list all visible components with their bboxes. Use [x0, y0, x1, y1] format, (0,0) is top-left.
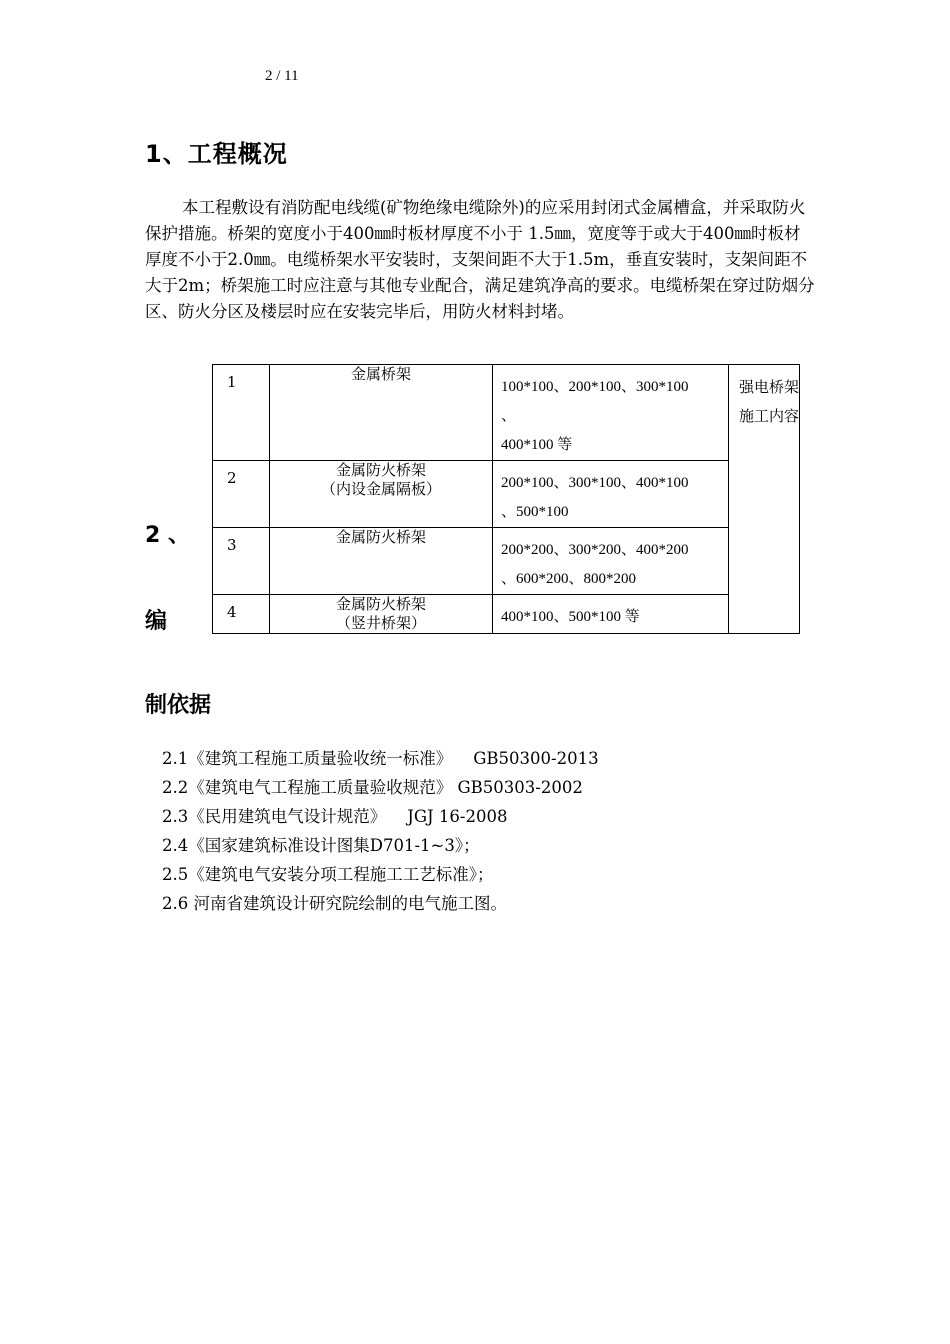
- section-1-title: 1、工程概况: [145, 140, 288, 168]
- section-2-title-part1: 2 、: [145, 523, 190, 548]
- tray-spec-line1: 200*100、300*100、400*100: [501, 475, 689, 491]
- table-note-line1: 强电桥架: [739, 378, 800, 396]
- reference-item: 2.2《建筑电气工程施工质量验收规范》 GB50303-2002: [162, 778, 583, 797]
- tray-name-line2: （竖井桥架）: [335, 614, 426, 632]
- section-2-title-part2: 编: [145, 609, 168, 634]
- tray-spec-line1: 200*200、300*200、400*200: [501, 542, 689, 558]
- table-row: [213, 528, 800, 595]
- tray-name: [270, 595, 493, 634]
- reference-list: [162, 744, 599, 918]
- cable-tray-table: [212, 364, 800, 634]
- table-row: [213, 365, 800, 461]
- tray-spec-line1: 100*100、200*100、300*100: [501, 379, 689, 395]
- table-row: [213, 461, 800, 528]
- tray-name-line1: 金属防火桥架: [335, 461, 426, 479]
- reference-item: 2.6 河南省建筑设计研究院绘制的电气施工图。: [162, 894, 507, 913]
- tray-spec: [493, 365, 729, 461]
- table-row: [213, 595, 800, 634]
- table-note-line2: 施工内容: [739, 407, 800, 425]
- intro-text: 本工程敷设有消防配电线缆(矿物绝缘电缆除外)的应采用封闭式金属槽盒，并采取防火保护措施。桥架的宽度小于400㎜时板材厚度不小于 1.5㎜，宽度等于或大于400㎜时板材厚度不小于2.0㎜。电缆桥架水平安装时，支架间距不大于1.5m，垂直安装时，支架间距不大于2m；桥架施工时应注意与其他专业配合，满足建筑净高的要求。电缆桥架在穿过防烟分区、防火分区及楼层时应在安装完毕后，用防火材料封堵。: [145, 198, 815, 321]
- row-number: 2: [213, 461, 270, 528]
- reference-item: 2.1《建筑工程施工质量验收统一标准》 GB50300-2013: [162, 749, 599, 768]
- tray-spec-line1: 400*100、500*100 等: [501, 609, 640, 625]
- reference-item: 2.4《国家建筑标准设计图集D701-1~3》；: [162, 836, 480, 855]
- section-1-paragraph: [145, 195, 815, 325]
- tray-spec: [493, 528, 729, 595]
- tray-spec-line2: 、500*100: [501, 504, 569, 520]
- tray-name: [270, 365, 493, 461]
- tray-spec-line2: 、: [501, 408, 517, 424]
- tray-name-line1: 金属桥架: [350, 365, 411, 383]
- row-number: 4: [213, 595, 270, 634]
- tray-name-line1: 金属防火桥架: [335, 528, 426, 546]
- tray-spec: [493, 595, 729, 634]
- tray-spec-line3: 400*100 等: [501, 437, 573, 453]
- tray-spec-line2: 、600*200、800*200: [501, 571, 637, 587]
- reference-item: 2.3《民用建筑电气设计规范》 JGJ 16-2008: [162, 807, 508, 826]
- table-note: [729, 365, 800, 634]
- section-2-title-part3: 制依据: [145, 693, 212, 718]
- tray-name: [270, 461, 493, 528]
- reference-item: 2.5《建筑电气安装分项工程施工工艺标准》；: [162, 865, 494, 884]
- tray-name-line1: 金属防火桥架: [335, 595, 426, 613]
- row-number: 1: [213, 365, 270, 461]
- page-number: 2 / 11: [265, 68, 299, 84]
- tray-name: [270, 528, 493, 595]
- tray-name-line2: （内设金属隔板）: [320, 480, 441, 498]
- row-number: 3: [213, 528, 270, 595]
- tray-spec: [493, 461, 729, 528]
